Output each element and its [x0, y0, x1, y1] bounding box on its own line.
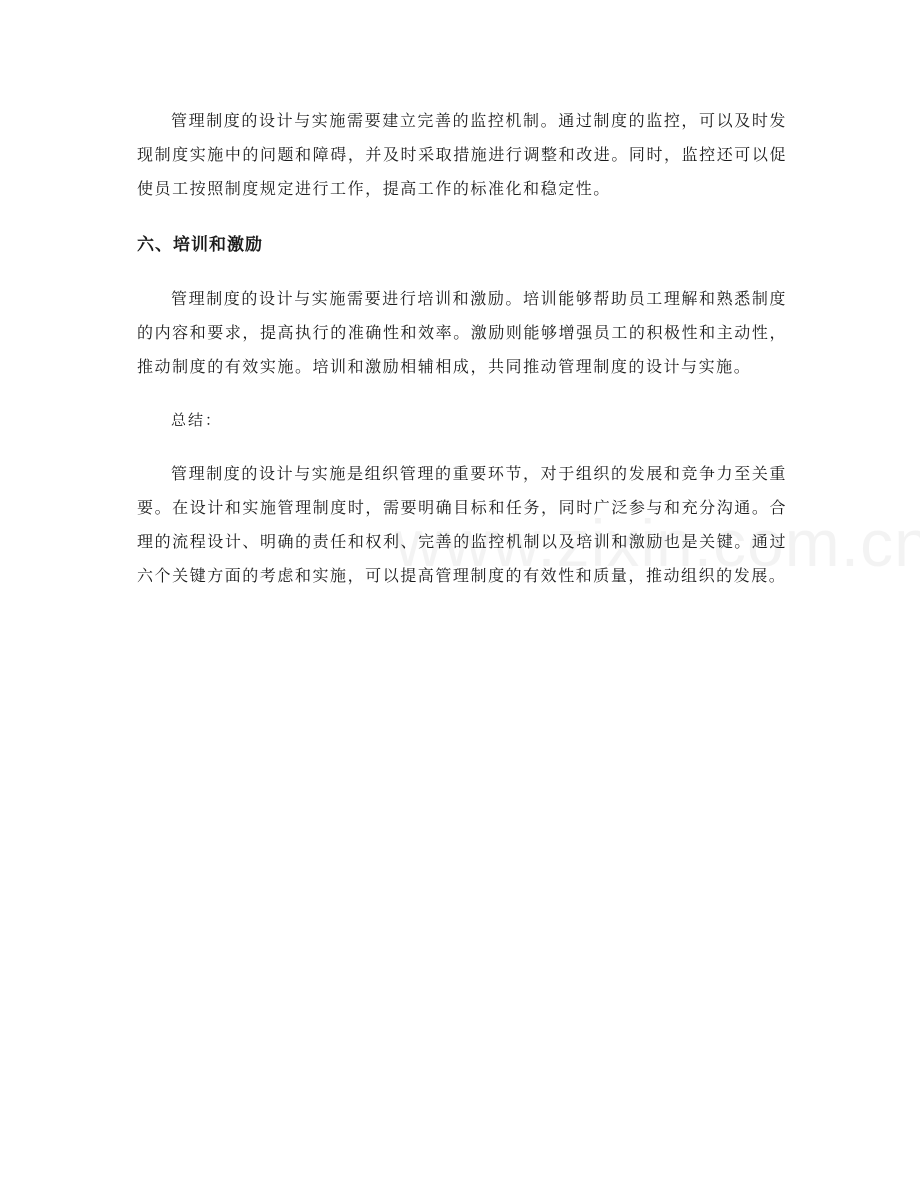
- paragraph-summary: 管理制度的设计与实施是组织管理的重要环节，对于组织的发展和竞争力至关重要。在设计和实施管理制度时，需要明确目标和任务，同时广泛参与和充分沟通。合理的流程设计、明确的责任和权利、完善的监控机制以及培训和激励也是关键。通过六个关键方面的考虑和实施，可以提高管理制度的有效性和质量，推动组织的发展。: [137, 464, 787, 585]
- document-body: [137, 104, 787, 593]
- paragraph-monitoring: 管理制度的设计与实施需要建立完善的监控机制。通过制度的监控，可以及时发现制度实施中的问题和障碍，并及时采取措施进行调整和改进。同时，监控还可以促使员工按照制度规定进行工作，提高工作的标准化和稳定性。: [137, 111, 787, 198]
- summary-label: 总结：: [171, 411, 223, 429]
- paragraph-training-incentives: 管理制度的设计与实施需要进行培训和激励。培训能够帮助员工理解和熟悉制度的内容和要求，提高执行的准确性和效率。激励则能够增强员工的积极性和主动性，推动制度的有效实施。培训和激励相辅相成，共同推动管理制度的设计与实施。: [137, 289, 787, 376]
- section-heading-training-incentives: 六、培训和激励: [137, 235, 263, 255]
